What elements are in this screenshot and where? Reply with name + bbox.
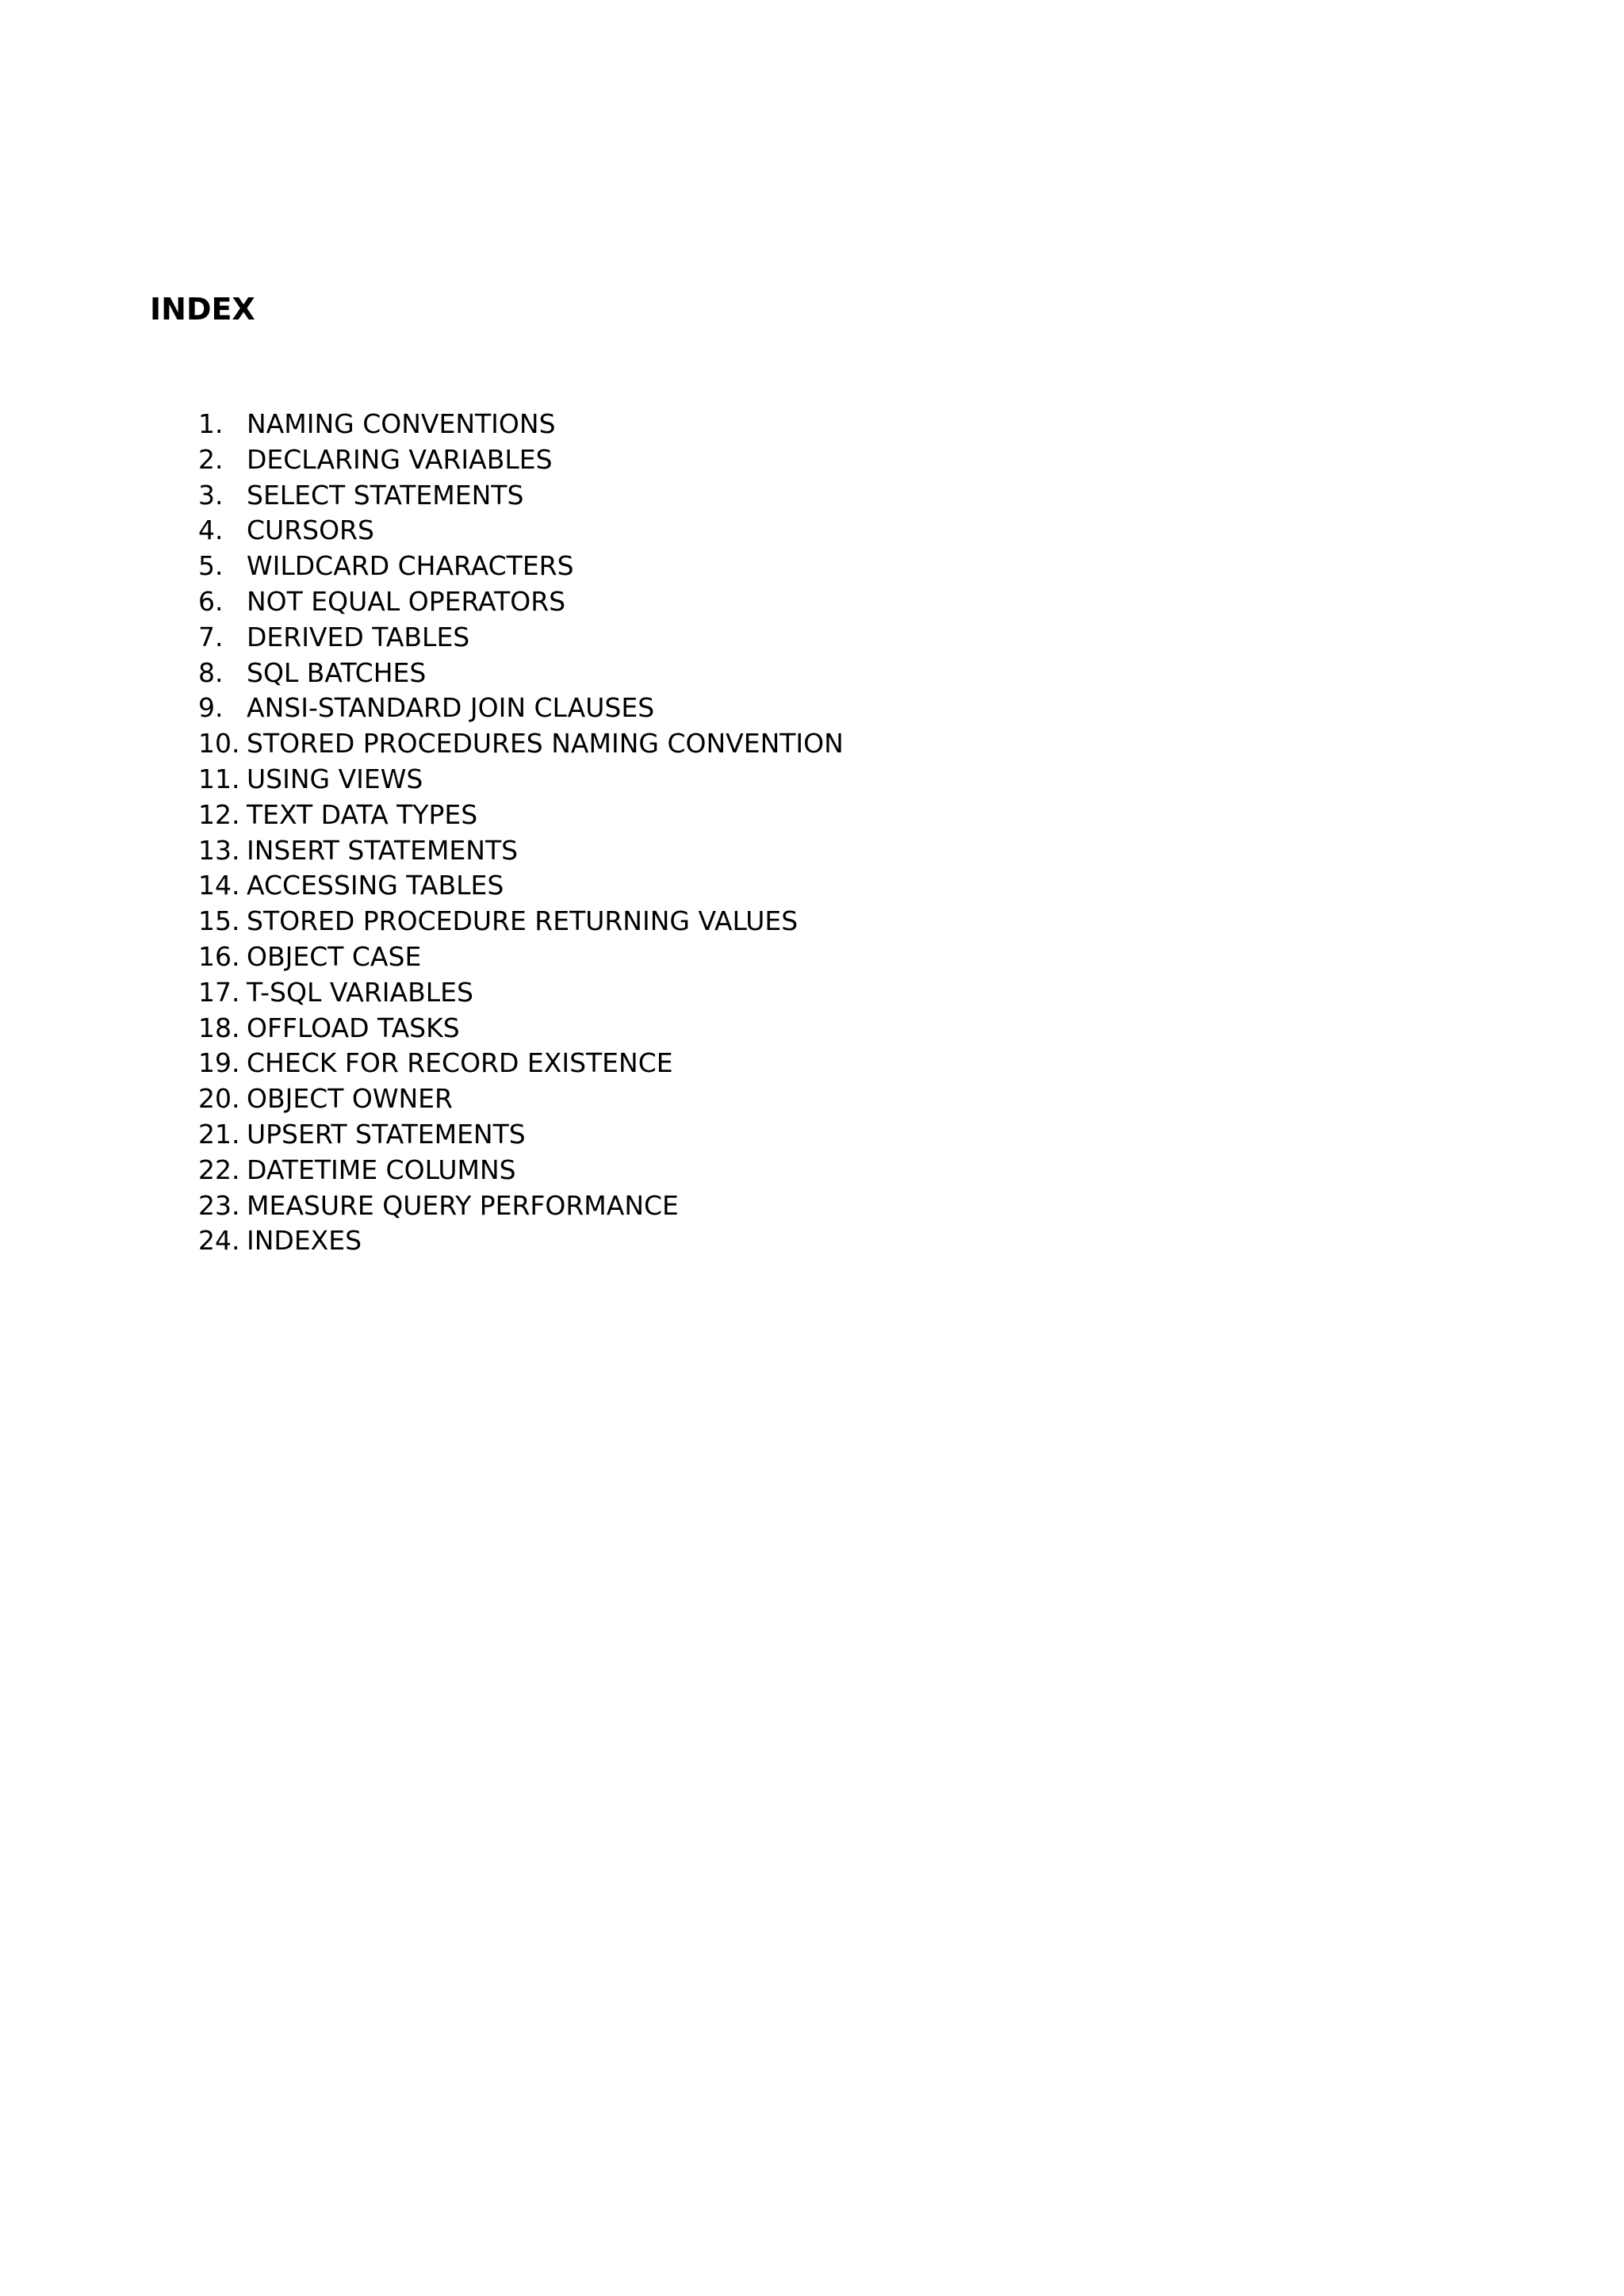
toc-item-number: 7.	[198, 621, 224, 652]
toc-item	[198, 868, 844, 904]
toc-item	[198, 1046, 844, 1081]
toc-item	[198, 691, 844, 726]
toc-item-title: CHECK FOR RECORD EXISTENCE	[247, 1047, 673, 1079]
toc-item-title: STORED PROCEDURES NAMING CONVENTION	[247, 728, 844, 760]
toc-item-title: NAMING CONVENTIONS	[247, 408, 556, 439]
toc-item-title: INSERT STATEMENTS	[247, 834, 519, 866]
toc-item-title: INDEXES	[247, 1225, 362, 1257]
toc-item-title: ACCESSING TABLES	[247, 870, 504, 901]
toc-item-title: T-SQL VARIABLES	[247, 976, 473, 1008]
toc-item-number: 4.	[198, 515, 224, 546]
toc-item-title: NOT EQUAL OPERATORS	[247, 585, 566, 617]
toc-item	[198, 904, 844, 939]
toc-item-number: 11.	[198, 763, 240, 794]
toc-item-title: STORED PROCEDURE RETURNING VALUES	[247, 905, 799, 937]
toc-item-title: DERIVED TABLES	[247, 621, 470, 652]
toc-item-title: SELECT STATEMENTS	[247, 479, 524, 511]
toc-item-title: TEXT DATA TYPES	[247, 798, 478, 830]
toc-item-title: ANSI-STANDARD JOIN CLAUSES	[247, 692, 655, 724]
toc-item	[198, 833, 844, 869]
toc-item-number: 13.	[198, 834, 240, 866]
toc-item	[198, 762, 844, 798]
toc-item-title: DATETIME COLUMNS	[247, 1154, 516, 1185]
toc-item	[198, 620, 844, 656]
toc-item-number: 3.	[198, 479, 224, 511]
toc-item	[198, 549, 844, 584]
toc-item-number: 1.	[198, 408, 224, 439]
toc-item	[198, 513, 844, 549]
toc-item-number: 15.	[198, 905, 240, 937]
toc-item	[198, 478, 844, 514]
toc-item-number: 16.	[198, 940, 240, 972]
toc-item	[198, 726, 844, 762]
toc-item-number: 19.	[198, 1047, 240, 1079]
toc-item	[198, 939, 844, 975]
toc-item	[198, 1081, 844, 1117]
toc-item-number: 22.	[198, 1154, 240, 1185]
toc-item-title: OBJECT CASE	[247, 940, 422, 972]
toc-item-title: WILDCARD CHARACTERS	[247, 550, 574, 582]
toc-item	[198, 1011, 844, 1047]
toc-item	[198, 1223, 844, 1259]
index-heading: INDEX	[150, 292, 255, 327]
toc-item-title: CURSORS	[247, 515, 374, 546]
toc-item-number: 5.	[198, 550, 224, 582]
toc-item-title: DECLARING VARIABLES	[247, 443, 553, 475]
toc-item-title: USING VIEWS	[247, 763, 423, 794]
toc-item-number: 9.	[198, 692, 224, 724]
toc-item-title: OFFLOAD TASKS	[247, 1012, 460, 1043]
toc-item	[198, 656, 844, 691]
toc-item-title: UPSERT STATEMENTS	[247, 1118, 526, 1150]
toc-item-number: 12.	[198, 798, 240, 830]
toc-item-number: 6.	[198, 585, 224, 617]
toc-item-number: 21.	[198, 1118, 240, 1150]
toc-item-number: 14.	[198, 870, 240, 901]
toc-item	[198, 1153, 844, 1188]
toc-item	[198, 1188, 844, 1224]
toc-item-number: 17.	[198, 976, 240, 1008]
toc-item-title: SQL BATCHES	[247, 656, 427, 688]
toc-item	[198, 798, 844, 833]
toc-item	[198, 584, 844, 620]
toc-item-number: 10.	[198, 728, 240, 760]
toc-item	[198, 442, 844, 478]
toc-item-title: OBJECT OWNER	[247, 1083, 453, 1115]
toc-item-number: 8.	[198, 656, 224, 688]
toc-item-number: 18.	[198, 1012, 240, 1043]
toc-item-number: 20.	[198, 1083, 240, 1115]
toc-item-title: MEASURE QUERY PERFORMANCE	[247, 1189, 679, 1221]
toc-item	[198, 975, 844, 1011]
toc-item	[198, 407, 844, 442]
toc-item	[198, 1117, 844, 1153]
toc-item-number: 2.	[198, 443, 224, 475]
toc-item-number: 24.	[198, 1225, 240, 1257]
table-of-contents-list	[198, 407, 844, 1259]
toc-item-number: 23.	[198, 1189, 240, 1221]
